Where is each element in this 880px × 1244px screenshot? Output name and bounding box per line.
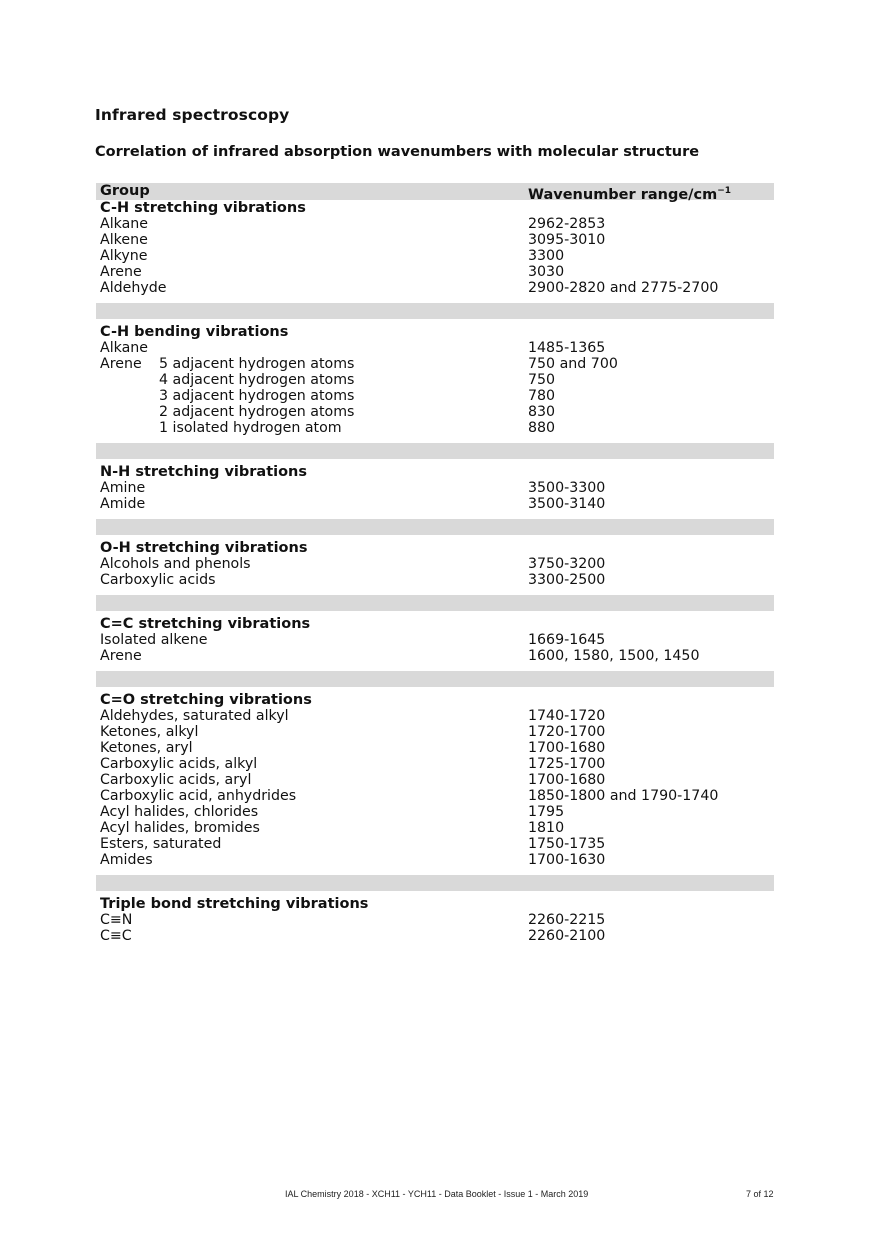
header-group: Group <box>100 183 150 199</box>
table-row <box>96 404 774 420</box>
row-group <box>100 356 354 372</box>
table-section <box>96 687 774 891</box>
row-wavenumber: 1725-1700 <box>528 756 606 772</box>
row-wavenumber: 1700-1680 <box>528 772 606 788</box>
row-group <box>100 772 251 788</box>
row-group-label: Carboxylic acid, anhydrides <box>100 788 297 804</box>
table-row <box>96 912 774 928</box>
row-wavenumber: 1720-1700 <box>528 724 606 740</box>
row-group <box>100 804 258 820</box>
header-wavenumber: Wavenumber range/$cm^{-1}$ <box>528 186 731 203</box>
row-group <box>100 852 153 868</box>
table-row <box>96 340 774 356</box>
row-wavenumber: 750 <box>528 372 556 388</box>
row-group-label: C≡C <box>100 928 132 944</box>
row-group-label: Carboxylic acids, aryl <box>100 772 252 788</box>
row-wavenumber: 880 <box>528 420 556 436</box>
row-wavenumber: 830 <box>528 404 556 420</box>
table-row <box>96 356 774 372</box>
section-separator <box>96 671 774 687</box>
row-wavenumber: 3030 <box>528 264 565 280</box>
row-group-label: Amides <box>100 852 153 868</box>
row-group-label: 3 adjacent hydrogen atoms <box>159 388 355 404</box>
row-group-label: Aldehyde <box>100 280 167 296</box>
row-group-label: C≡N <box>100 912 133 928</box>
row-group <box>100 928 132 944</box>
row-wavenumber: 2962-2853 <box>528 216 606 232</box>
row-wavenumber: 2900-2820 and 2775-2700 <box>528 280 719 296</box>
section-title: C-H bending vibrations <box>100 324 289 340</box>
row-group-label: Carboxylic acids <box>100 572 216 588</box>
row-group-label: 4 adjacent hydrogen atoms <box>159 372 355 388</box>
row-wavenumber: 1485-1365 <box>528 340 606 356</box>
table-row <box>96 928 774 944</box>
row-group-label: Ketones, alkyl <box>100 724 199 740</box>
row-wavenumber: 1850-1800 and 1790-1740 <box>528 788 719 804</box>
row-wavenumber: 1810 <box>528 820 565 836</box>
table-row <box>96 216 774 232</box>
row-group-label: Arene <box>100 264 142 280</box>
row-group-label: Alkyne <box>100 248 148 264</box>
row-group <box>100 280 167 296</box>
row-group <box>100 480 145 496</box>
table-row <box>96 480 774 496</box>
table-section <box>96 319 774 459</box>
table-row <box>96 648 774 664</box>
table-section <box>96 891 774 944</box>
row-group-label: Carboxylic acids, alkyl <box>100 756 258 772</box>
row-wavenumber: 1795 <box>528 804 565 820</box>
row-wavenumber: 3300 <box>528 248 565 264</box>
row-group-label: Arene <box>100 648 142 664</box>
footer-page-number: 7 of 12 <box>746 1189 774 1199</box>
table-row <box>96 248 774 264</box>
row-group <box>100 388 354 404</box>
row-wavenumber: 1600, 1580, 1500, 1450 <box>528 648 700 664</box>
row-group-label: Isolated alkene <box>100 632 208 648</box>
row-group <box>100 912 132 928</box>
row-group-label: Amide <box>100 496 146 512</box>
table-header <box>96 183 774 203</box>
section-separator <box>96 443 774 459</box>
row-group-label: Alkane <box>100 216 149 232</box>
table-row <box>96 372 774 388</box>
row-group <box>100 788 296 804</box>
table-row <box>96 420 774 436</box>
row-group <box>100 648 142 664</box>
row-group <box>100 724 198 740</box>
table-row <box>96 632 774 648</box>
row-group <box>100 232 148 248</box>
row-group-label: Ketones, aryl <box>100 740 193 756</box>
table-body <box>96 200 774 944</box>
row-group <box>100 708 289 724</box>
row-group-label: Amine <box>100 480 146 496</box>
page-subtitle: Correlation of infrared absorption wavenumbers with molecular structure <box>95 144 700 160</box>
row-group-label: Aldehydes, saturated alkyl <box>100 708 289 724</box>
row-wavenumber: 1669-1645 <box>528 632 606 648</box>
table-row <box>96 852 774 868</box>
row-wavenumber: 3300-2500 <box>528 572 606 588</box>
table-section <box>96 535 774 611</box>
table-row <box>96 556 774 572</box>
section-separator <box>96 519 774 535</box>
row-group-label: 1 isolated hydrogen atom <box>159 420 342 436</box>
section-title: Triple bond stretching vibrations <box>100 896 369 912</box>
row-wavenumber: 780 <box>528 388 556 404</box>
table-row <box>96 724 774 740</box>
section-title: C-H stretching vibrations <box>100 200 306 216</box>
row-group <box>100 264 142 280</box>
row-wavenumber: 1700-1630 <box>528 852 606 868</box>
row-group <box>100 572 216 588</box>
row-wavenumber: 2260-2100 <box>528 928 606 944</box>
row-group <box>100 340 148 356</box>
row-group <box>100 496 145 512</box>
section-separator <box>96 595 774 611</box>
table-row <box>96 772 774 788</box>
table-row <box>96 264 774 280</box>
row-group-label: Acyl halides, chlorides <box>100 804 259 820</box>
row-group <box>100 372 354 388</box>
row-group <box>100 836 221 852</box>
page-title: Infrared spectroscopy <box>95 106 290 124</box>
table-row <box>96 232 774 248</box>
row-group-label: Alkane <box>100 340 149 356</box>
table-row <box>96 280 774 296</box>
row-group-label: 5 adjacent hydrogen atoms <box>159 356 355 372</box>
row-wavenumber: 3095-3010 <box>528 232 606 248</box>
row-wavenumber: 1700-1680 <box>528 740 606 756</box>
ir-correlation-table <box>96 183 774 944</box>
table-section <box>96 200 774 319</box>
row-group <box>100 404 354 420</box>
row-wavenumber: 3750-3200 <box>528 556 606 572</box>
row-group <box>100 216 148 232</box>
row-group <box>100 740 193 756</box>
section-title: C=C stretching vibrations <box>100 616 311 632</box>
row-wavenumber: 3500-3140 <box>528 496 606 512</box>
header-wavenumber-sup: −1 <box>717 186 731 196</box>
row-wavenumber: 3500-3300 <box>528 480 606 496</box>
table-row <box>96 820 774 836</box>
row-group-label: Alcohols and phenols <box>100 556 251 572</box>
row-group-label: Alkene <box>100 232 148 248</box>
row-group <box>100 248 147 264</box>
table-row <box>96 788 774 804</box>
section-title: N-H stretching vibrations <box>100 464 308 480</box>
table-section <box>96 611 774 687</box>
table-row <box>96 496 774 512</box>
table-row <box>96 740 774 756</box>
section-separator <box>96 875 774 891</box>
table-row <box>96 388 774 404</box>
row-wavenumber: 1750-1735 <box>528 836 606 852</box>
section-title: O-H stretching vibrations <box>100 540 308 556</box>
row-group <box>100 420 342 436</box>
row-group <box>100 820 260 836</box>
section-separator <box>96 303 774 319</box>
row-wavenumber: 1740-1720 <box>528 708 606 724</box>
table-row <box>96 804 774 820</box>
table-section <box>96 459 774 535</box>
table-row <box>96 836 774 852</box>
row-wavenumber: 750 and 700 <box>528 356 618 372</box>
table-row <box>96 708 774 724</box>
row-group <box>100 556 251 572</box>
row-group-label: 2 adjacent hydrogen atoms <box>159 404 355 420</box>
table-row <box>96 756 774 772</box>
row-group-label: Esters, saturated <box>100 836 222 852</box>
row-group <box>100 632 208 648</box>
footer-text: IAL Chemistry 2018 - XCH11 - YCH11 - Data Booklet - Issue 1 - March 2019 <box>285 1189 589 1199</box>
row-wavenumber: 2260-2215 <box>528 912 606 928</box>
section-title: C=O stretching vibrations <box>100 692 312 708</box>
row-group-label: Acyl halides, bromides <box>100 820 260 836</box>
table-row <box>96 572 774 588</box>
row-group <box>100 756 257 772</box>
row-group-prefix: Arene <box>100 356 142 372</box>
